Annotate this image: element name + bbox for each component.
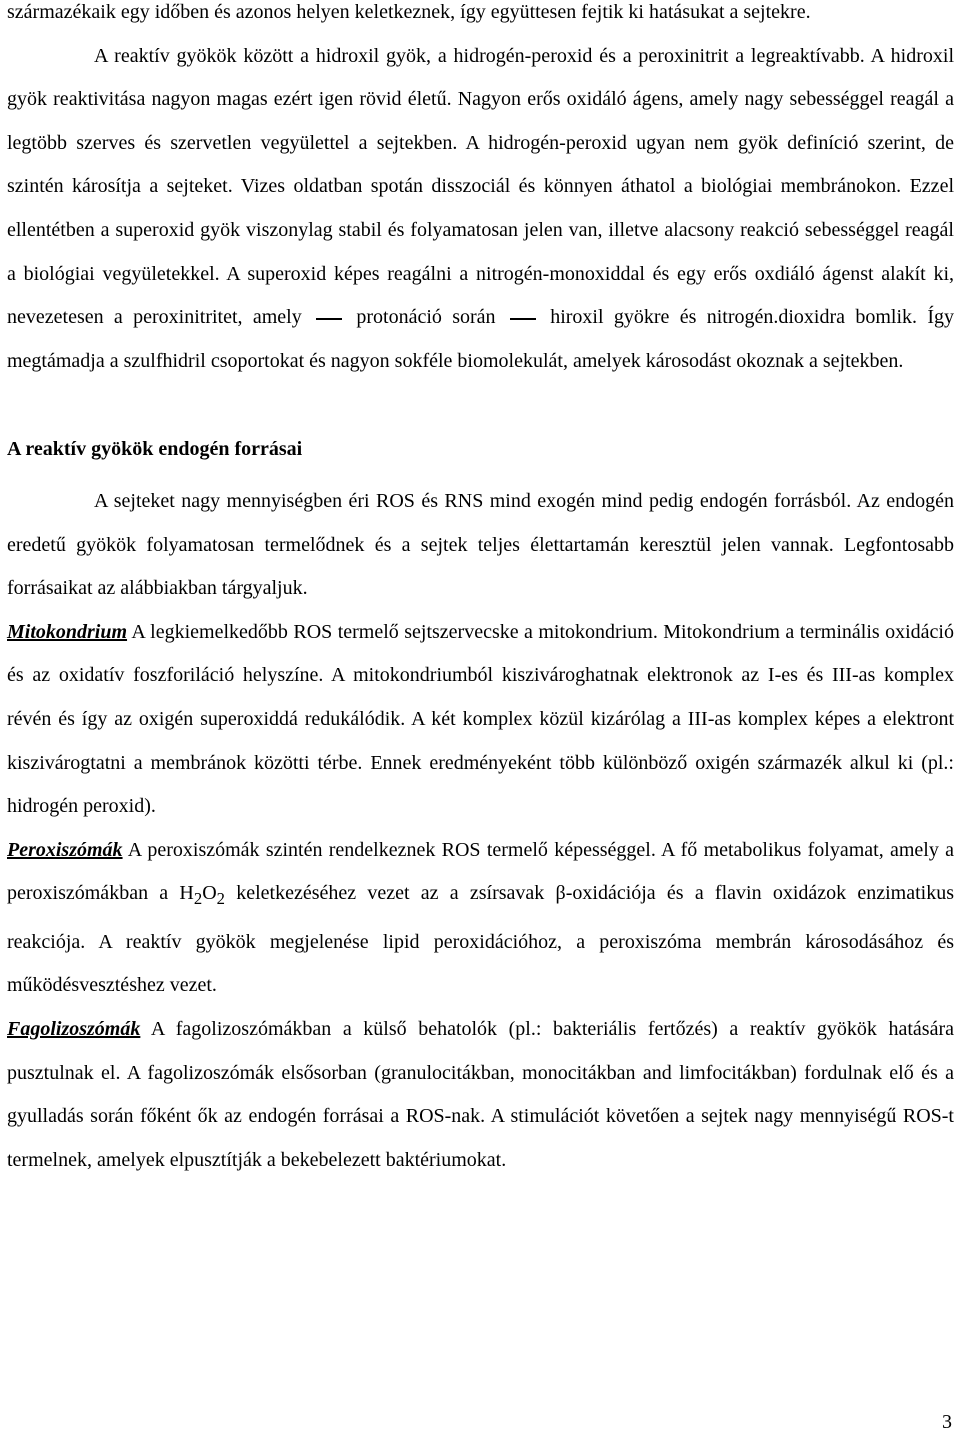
dash-mark	[510, 318, 536, 320]
subscript: 2	[193, 889, 203, 909]
paragraph-text: hiroxil gyökre és nitrogén.dioxidra bomlik. Így megtámadja a szulfhidril csoportokat és nagyon sokféle biomolekulát, amelyek károsodást okoznak a sejtekben.	[7, 306, 954, 372]
paragraph-continuation	[7, 0, 954, 35]
paragraph-text: A fagolizoszómákban a külső behatolók (pl.: bakteriális fertőzés) a reaktív gyökök hatására pusztulnak el. A fagolizoszómák elsősorban (granulocitákban, monocitákban and limfocitákban) fordulnak elő és a gyulladás során főként ők az endogén forrásai a ROS-nak. A stimulációt követően a sejtek nagy mennyiségű ROS-t termelnek, amelyek elpusztítják a bekebelezett baktériumokat.	[7, 1018, 955, 1171]
document-page	[7, 0, 954, 1182]
formula-part: O	[202, 882, 217, 905]
page-number: 3	[942, 1411, 952, 1433]
term-fagolizoszomak: Fagolizoszómák	[7, 1018, 141, 1041]
paragraph-text: keletkezéséhez vezet az a zsírsavak β-oxidációja és a flavin oxidázok enzimatikus reakciója. A reaktív gyökök megjelenése lipid peroxidációhoz, a peroxiszóma membrán károsodásához és működésvesztéshez vezet.	[7, 882, 955, 997]
paragraph-text: A sejteket nagy mennyiségben éri ROS és RNS mind exogén mind pedig endogén forrásból. Az endogén eredetű gyökök folyamatosan termelődnek és a sejtek teljes élettartamán keresztül jelen vannak. Legfontosabb forrásaikat az alábbiakban tárgyaljuk.	[7, 489, 954, 600]
paragraph-text: protonáció során	[356, 306, 496, 329]
subscript: 2	[216, 889, 225, 909]
section-heading: A reaktív gyökök endogén forrásai	[7, 438, 303, 461]
term-peroxiszomak: Peroxiszómák	[7, 838, 123, 861]
dash-mark	[316, 318, 342, 320]
paragraph-text: A reaktív gyökök között a hidroxil gyök, a hidrogén-peroxid és a peroxinitrit a legreaktívabb. A hidroxil gyök reaktivitása nagyon magas ezért igen rövid életű. Nagyon erős oxidáló ágens, amely nagy sebességgel reagál a legtöbb szerves és szervetlen vegyülettel a sejtekben. A hidrogén-peroxid ugyan nem gyök definíció szerint, de szintén károsítja a sejteket. Vizes oldatban spotán disszociál és könnyen áthatol a biológiai membránokon. Ezzel ellentétben a superoxid gyök viszonylag stabil és folyamatosan jelen van, illetve alacsony reakció sebességgel reagál a biológiai vegyületekkel. A superoxid képes reagálni a nitrogén-monoxiddal és egy erős oxdiáló ágenst alakít ki, nevezetesen a peroxinitritet, amely	[7, 44, 954, 329]
paragraph-reactive-radicals	[7, 35, 954, 384]
paragraph-intro	[7, 480, 954, 611]
paragraph-phagolysosomes	[7, 1008, 954, 1182]
paragraph-text: A legkiemelkedőbb ROS termelő sejtszervecske a mitokondrium. Mitokondrium a terminális oxidáció és az oxidatív foszforiláció helyszíne. A mitokondriumból kiszivároghatnak elektronok az I-es és III-as komplex révén és így az oxigén superoxiddá redukálódik. A két komplex közül kizárólag a III-as komplex képes a elektront kiszivárogtatni a membránok közötti térbe. Ennek eredményeként több különböző oxigén származék alkul ki (pl.: hidrogén peroxid).	[7, 620, 954, 818]
term-mitokondrium: Mitokondrium	[7, 620, 128, 643]
paragraph-text: származékaik egy időben és azonos helyen keletkeznek, így együttesen fejtik ki hatásukat a sejtekre.	[7, 1, 811, 23]
paragraph-text: A peroxiszómák szintén rendelkeznek ROS termelő képességgel. A fő metabolikus folyamat, amely a peroxiszómákban a H	[7, 838, 954, 905]
paragraph-peroxisomes	[7, 829, 954, 1008]
paragraph-mitochondrium	[7, 611, 954, 829]
